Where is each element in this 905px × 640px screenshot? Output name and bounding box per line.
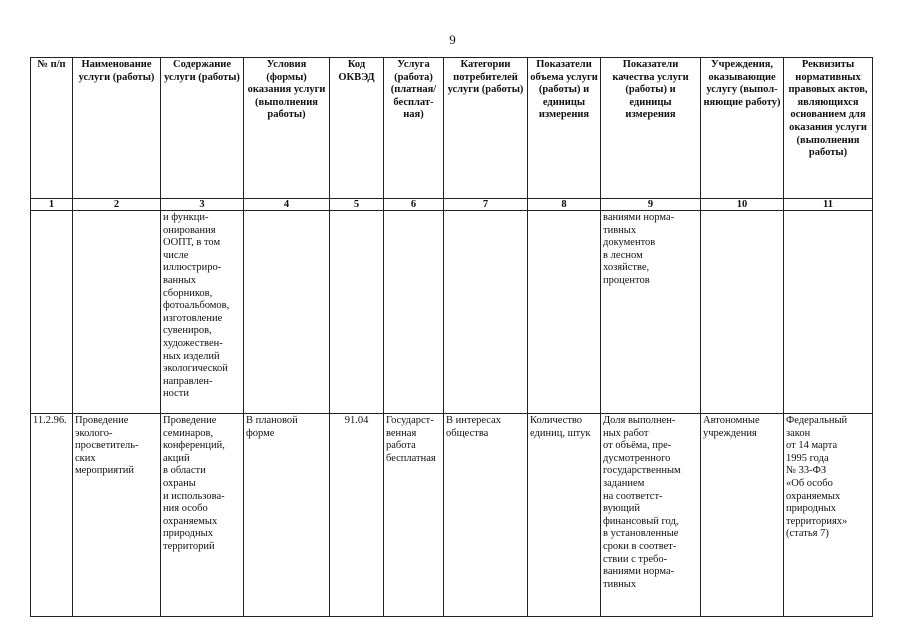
header-cell: Учреждения, оказывающие услугу (выпол-няющие работу) [701,58,784,199]
column-number: 11 [784,199,873,211]
consumer-category: В интересах общества [444,414,528,617]
header-cell: Услуга (работа) (платная/ бесплат-ная) [384,58,444,199]
service-type [384,211,444,414]
column-number: 10 [701,199,784,211]
table-row [31,414,873,617]
service-conditions [244,211,330,414]
header-cell: Содержание услуги (работы) [161,58,244,199]
okved-code [330,211,384,414]
service-type: Государст- венная работа бесплатная [384,414,444,617]
header-cell: Показатели качества услуги (работы) и единицы измерения [601,58,701,199]
header-cell: Условия (формы) оказания услуги (выполнения работы) [244,58,330,199]
okved-code: 91.04 [330,414,384,617]
service-conditions: В плановой форме [244,414,330,617]
header-cell: Наименование услуги (работы) [73,58,161,199]
providing-institutions: Автономные учреждения [701,414,784,617]
quality-indicators: ваниями норма- тивных документов в лесном хозяйстве, процентов [601,211,701,414]
services-table [30,57,873,617]
service-content: Проведение семинаров, конференций, акций в области охраны и использова- ния особо охраняемых природных территорий [161,414,244,617]
column-number: 6 [384,199,444,211]
column-number: 9 [601,199,701,211]
row-number [31,211,73,414]
column-number: 5 [330,199,384,211]
volume-indicators [528,211,601,414]
column-number: 8 [528,199,601,211]
volume-indicators: Количество единиц, штук [528,414,601,617]
quality-indicators: Доля выполнен- ных работ от объёма, пре- дусмотренного государственным заданием на соответст- вующий финансовый год, в установленные сроки в соответ- ствии с требо- ваниями норма- тивных [601,414,701,617]
column-number: 3 [161,199,244,211]
column-number-row [31,199,873,211]
header-cell: Реквизиты нормативных правовых актов, являющихся основанием для оказания услуги (выполнения работы) [784,58,873,199]
table-row [31,211,873,414]
header-cell: Код ОКВЭД [330,58,384,199]
header-row [31,58,873,199]
page-number: 9 [449,32,456,47]
header-cell: № п/п [31,58,73,199]
legal-references: Федеральный закон от 14 марта 1995 года № 33-ФЗ «Об особо охраняемых природных территориях» (статья 7) [784,414,873,617]
legal-references [784,211,873,414]
service-name: Проведение эколого- просветитель- ских мероприятий [73,414,161,617]
column-number: 7 [444,199,528,211]
header-cell: Показатели объема услуги (работы) и единицы измерения [528,58,601,199]
providing-institutions [701,211,784,414]
consumer-category [444,211,528,414]
column-number: 2 [73,199,161,211]
column-number: 4 [244,199,330,211]
service-name [73,211,161,414]
column-number: 1 [31,199,73,211]
service-content: и функци- онирования ООПТ, в том числе иллюстриро- ванных сборников, фотоальбомов, изготовление сувениров, художествен- ных изделий экологической направлен- ности [161,211,244,414]
header-cell: Категории потребителей услуги (работы) [444,58,528,199]
row-number: 11.2.96. [31,414,73,617]
